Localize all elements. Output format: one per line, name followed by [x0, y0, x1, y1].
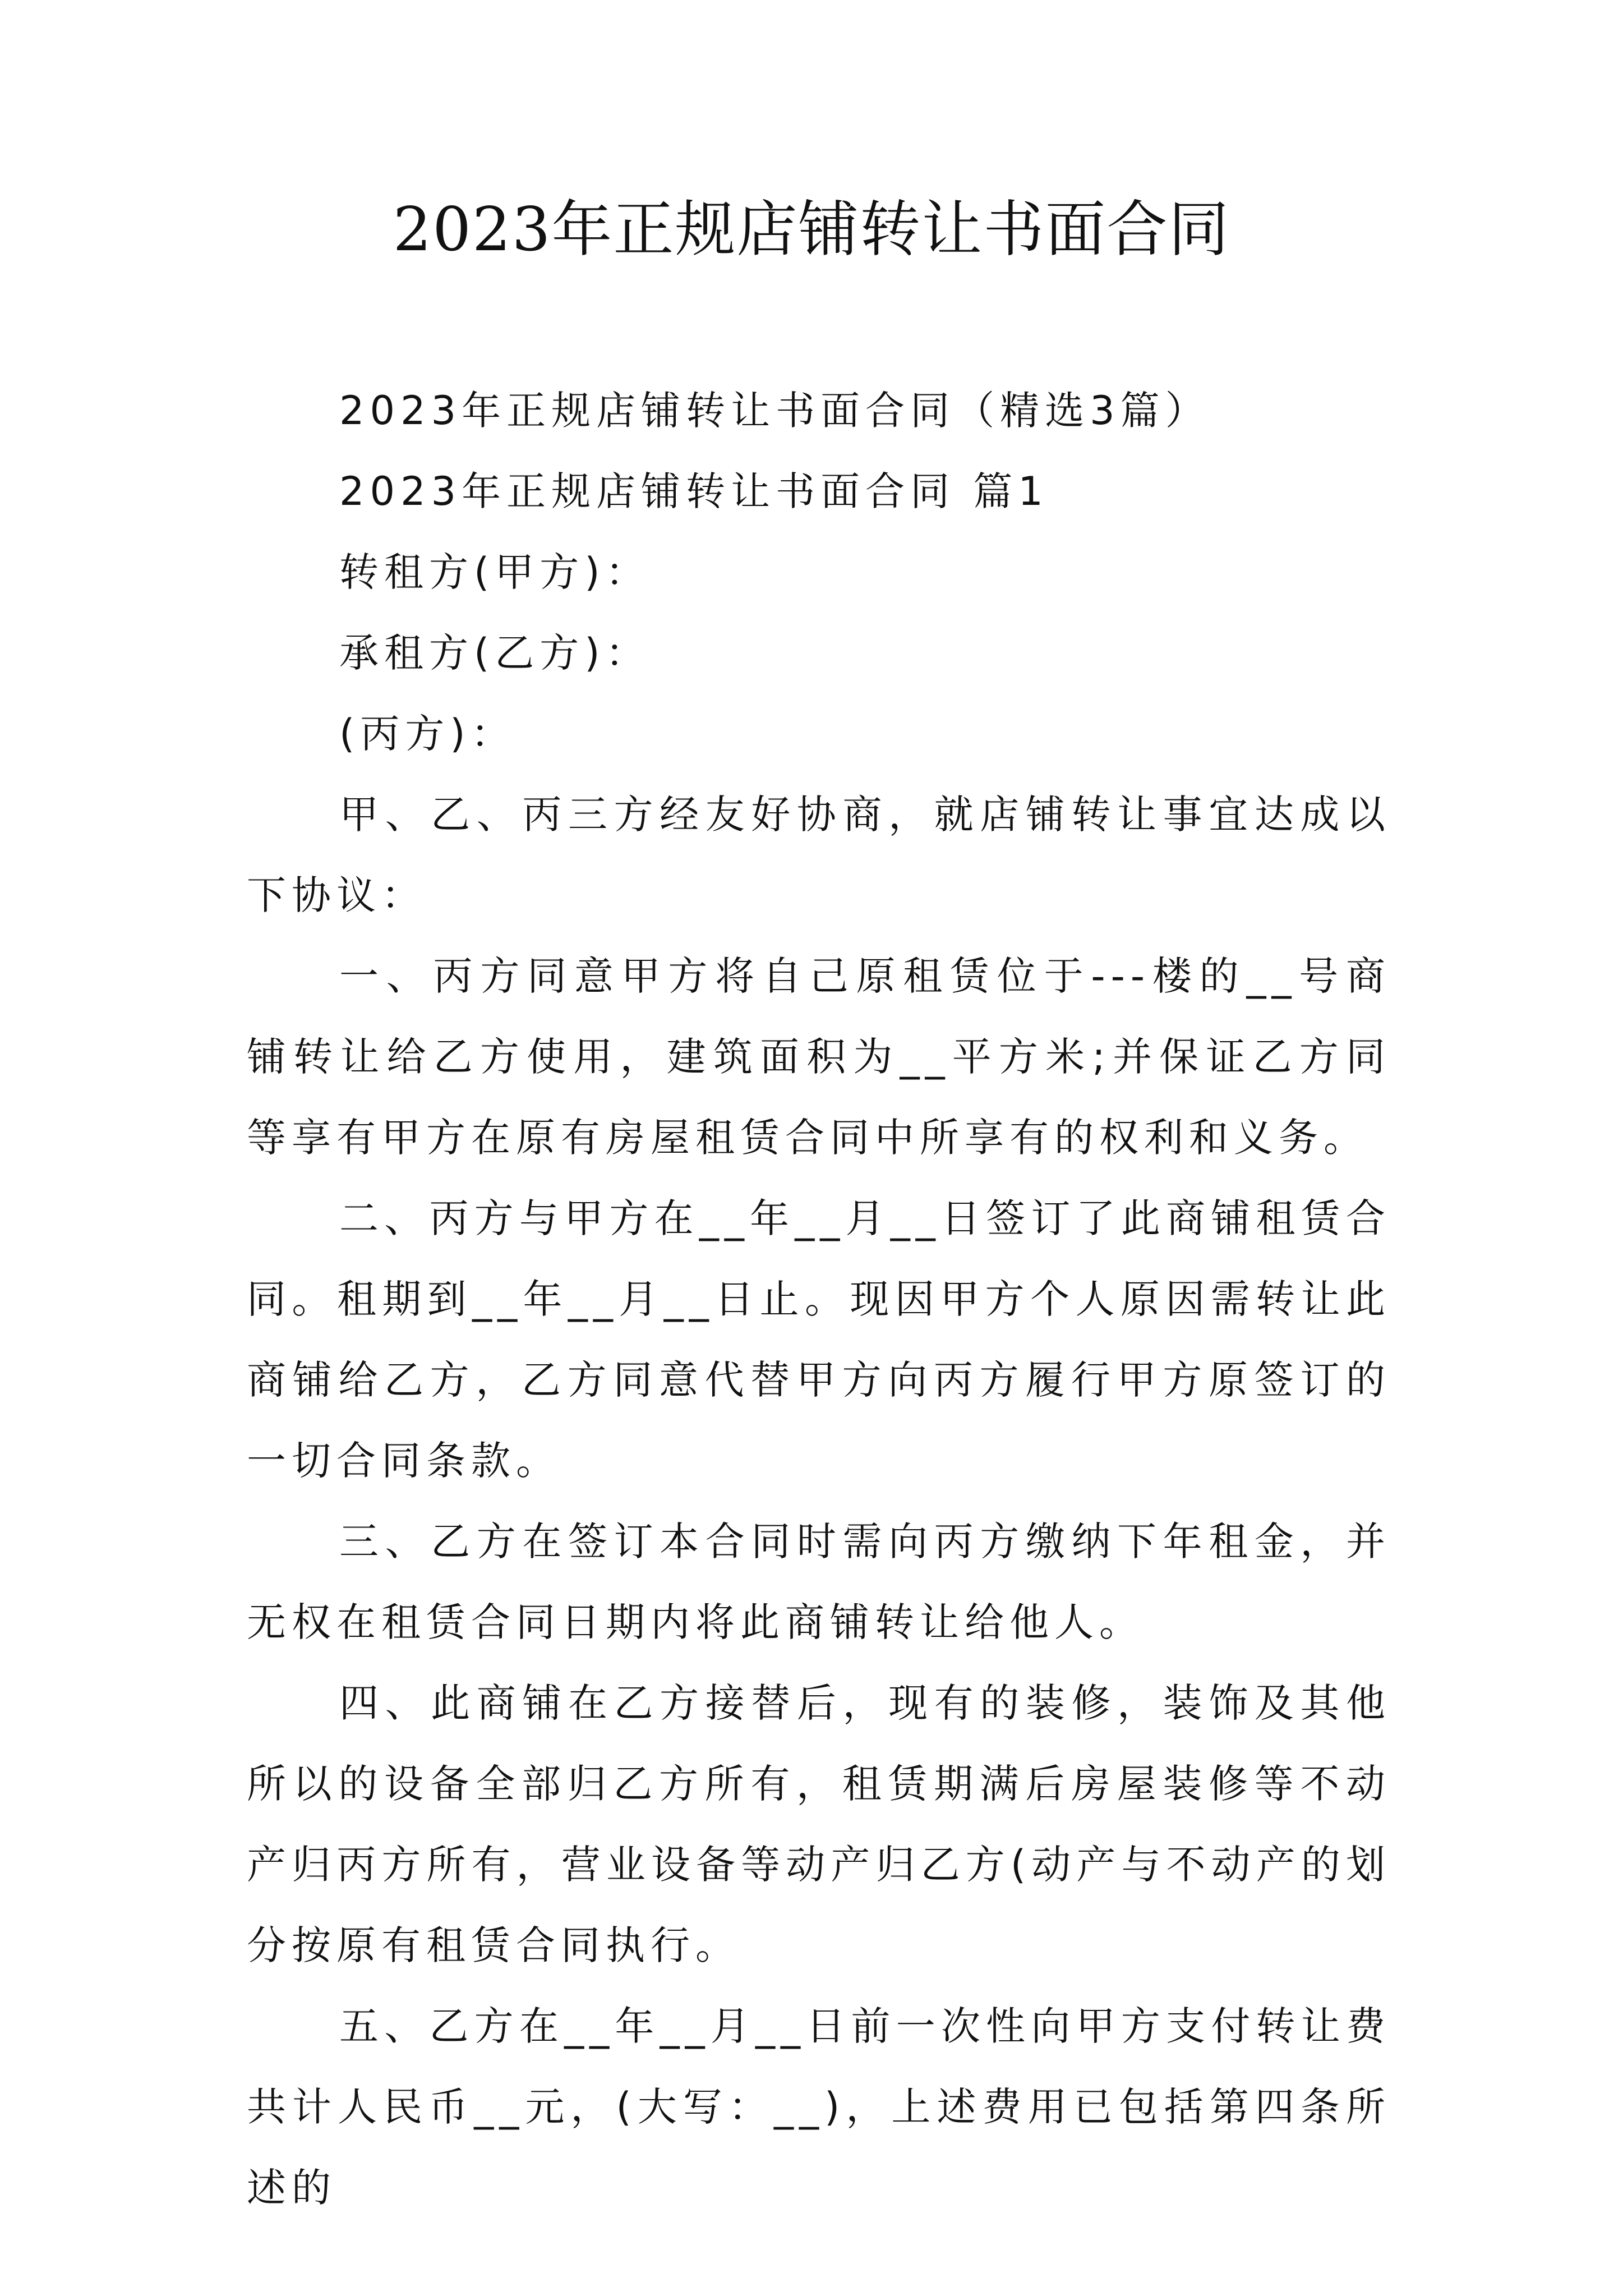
paragraph-preamble: 甲、乙、丙三方经友好协商，就店铺转让事宜达成以下协议：	[247, 792, 1391, 918]
paragraph-clause-1: 一、丙方同意甲方将自己原租赁位于---楼的__号商铺转让给乙方使用，建筑面积为__平方米;并保证乙方同等享有甲方在原有房屋租赁合同中所享有的权利和义务。	[247, 953, 1391, 1161]
paragraph-party-c: (丙方)：	[339, 711, 516, 757]
document-body	[247, 370, 1391, 2228]
document-title: 2023年正规店铺转让书面合同	[393, 195, 1230, 265]
paragraph-party-b: 承租方(乙方)：	[339, 630, 651, 676]
paragraph-party-a: 转租方(甲方)：	[339, 549, 651, 595]
paragraph-collection-title: 2023年正规店铺转让书面合同（精选3篇）	[339, 388, 1210, 434]
paragraph-clause-2: 二、丙方与甲方在__年__月__日签订了此商铺租赁合同。租期到__年__月__日止。现因甲方个人原因需转让此商铺给乙方，乙方同意代替甲方向丙方履行甲方原签订的一切合同条款。	[247, 1195, 1391, 1484]
paragraph-clause-5: 五、乙方在__年__月__日前一次性向甲方支付转让费共计人民币__元，(大写：__)，上述费用已包括第四条所述的	[247, 2003, 1391, 2211]
paragraph-part-heading: 2023年正规店铺转让书面合同 篇1	[339, 468, 1049, 514]
paragraph-clause-4: 四、此商铺在乙方接替后，现有的装修，装饰及其他所以的设备全部归乙方所有，租赁期满后房屋装修等不动产归丙方所有，营业设备等动产归乙方(动产与不动产的划分按原有租赁合同执行。	[247, 1680, 1391, 1968]
paragraph-clause-3: 三、乙方在签订本合同时需向丙方缴纳下年租金，并无权在租赁合同日期内将此商铺转让给他人。	[247, 1519, 1391, 1645]
